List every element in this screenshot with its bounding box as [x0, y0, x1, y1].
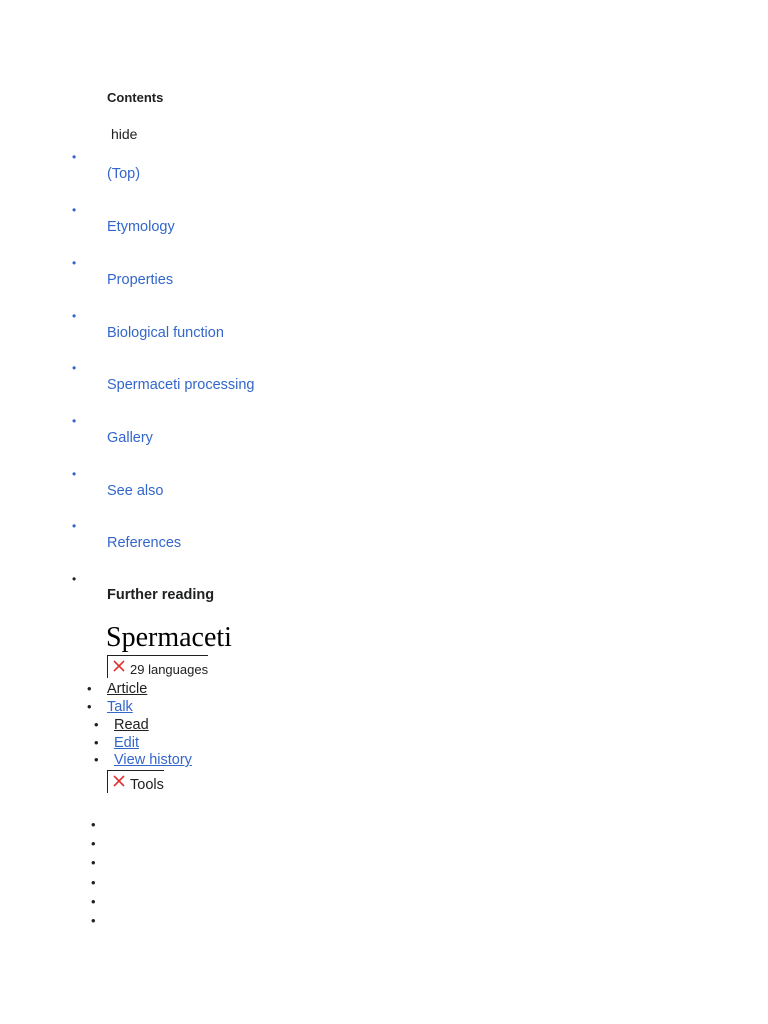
list-bullet: •	[72, 309, 77, 323]
list-bullet: •	[87, 681, 92, 696]
toc-link-properties[interactable]: Properties	[107, 272, 174, 288]
tools-button[interactable]	[107, 770, 164, 793]
languages-label: 29 languages	[130, 662, 209, 677]
tab-article	[87, 680, 148, 698]
toc-link-etymology[interactable]: Etymology	[107, 219, 175, 235]
languages-button[interactable]	[107, 655, 208, 678]
close-icon	[112, 774, 126, 788]
list-bullet: •	[94, 752, 99, 767]
list-bullet: •	[87, 699, 92, 714]
list-bullet: •	[72, 519, 77, 533]
list-bullet: •	[72, 414, 77, 428]
toc-link-spermaceti-processing[interactable]: Spermaceti processing	[107, 377, 255, 393]
toc-link-biological-function[interactable]: Biological function	[107, 325, 224, 341]
tools-label: Tools	[130, 777, 164, 793]
list-bullet: •	[72, 361, 77, 375]
list-bullet: •	[72, 467, 77, 481]
list-bullet: •	[72, 256, 77, 270]
tab-talk-link[interactable]: Talk	[107, 699, 133, 715]
tab-edit-link[interactable]: Edit	[114, 735, 139, 751]
toc-hide-button[interactable]: hide	[111, 126, 138, 142]
close-icon	[112, 659, 126, 673]
toc-link-references[interactable]: References	[107, 535, 182, 551]
toc-link-gallery[interactable]: Gallery	[107, 430, 153, 446]
tab-view-history-link[interactable]: View history	[114, 752, 192, 768]
tab-talk	[87, 698, 133, 716]
list-bullet: •	[72, 203, 77, 217]
toc-link-see-also[interactable]: See also	[107, 483, 164, 499]
list-item: •	[91, 836, 96, 851]
list-item: •	[91, 875, 96, 890]
toc-title: Contents	[107, 90, 164, 105]
list-bullet: •	[72, 572, 77, 586]
tab-edit	[94, 734, 139, 752]
list-bullet: •	[94, 735, 99, 750]
toc-link-top[interactable]: (Top)	[107, 166, 141, 182]
list-item: •	[91, 817, 96, 832]
tab-article-link[interactable]: Article	[107, 681, 148, 697]
page-title: Spermaceti	[106, 622, 232, 653]
list-bullet: •	[72, 150, 77, 164]
list-item: •	[91, 894, 96, 909]
tab-view-history	[94, 751, 192, 769]
tab-read	[94, 716, 149, 734]
list-item: •	[91, 913, 96, 928]
tab-read-link[interactable]: Read	[114, 717, 149, 733]
toc-link-further-reading[interactable]: Further reading	[107, 587, 215, 603]
list-item: •	[91, 855, 96, 870]
list-bullet: •	[94, 717, 99, 732]
